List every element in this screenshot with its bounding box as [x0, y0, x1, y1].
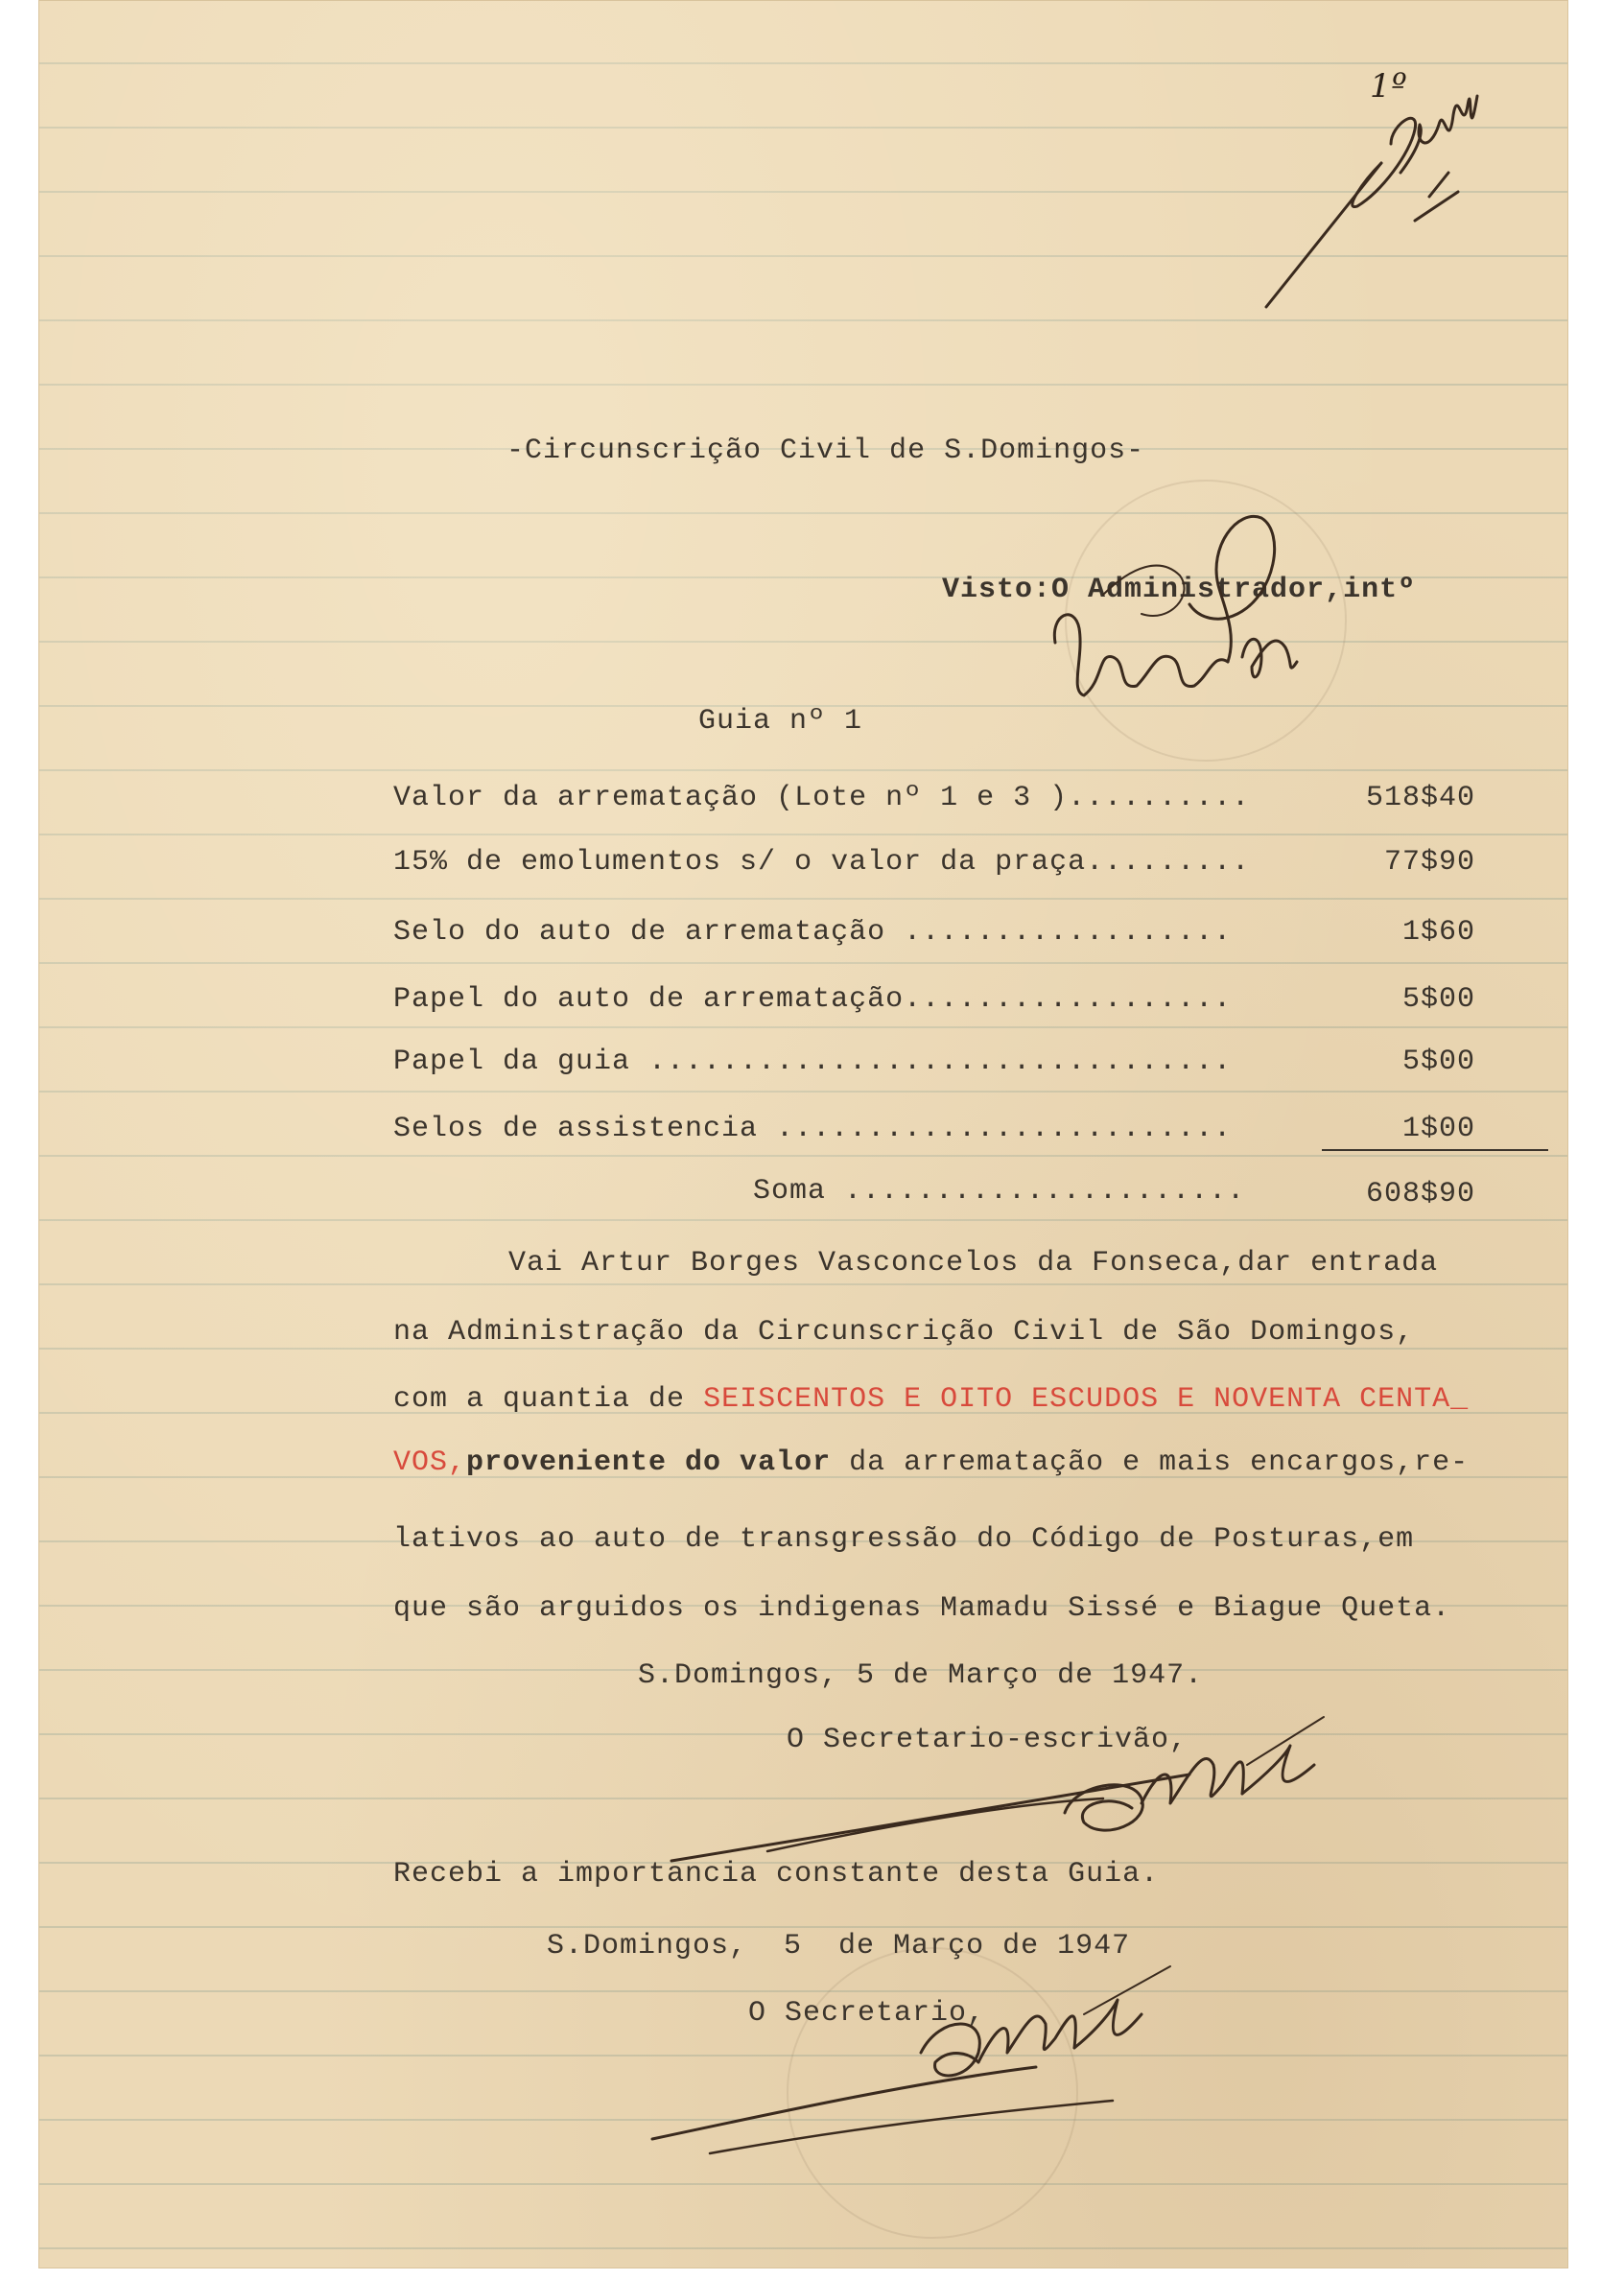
item-value-1: 518$40	[1365, 782, 1475, 814]
item-value-6: 1$00	[1401, 1113, 1475, 1145]
body-line-3-text: com a quantia de	[393, 1383, 704, 1416]
body-line-3	[393, 1383, 1469, 1416]
soma-label: Soma ......................	[753, 1175, 1246, 1208]
visto-line: Visto:O Administrador,intº	[942, 574, 1417, 606]
body-line-4-bold: proveniente do valor	[466, 1446, 832, 1479]
item-value-5: 5$00	[1401, 1046, 1475, 1078]
body-line-6: que são arguidos os indigenas Mamadu Sissé e Biague Queta.	[393, 1592, 1451, 1625]
body-line-1: Vai Artur Borges Vasconcelos da Fonseca,dar entrada	[508, 1247, 1439, 1280]
page-mark-signature	[1247, 38, 1535, 326]
body-line-2: na Administração da Circunscrição Civil de São Domingos,	[393, 1316, 1415, 1349]
body-line-5: lativos ao auto de transgressão do Código de Posturas,em	[393, 1523, 1415, 1556]
guia-title: Guia nº 1	[698, 705, 863, 738]
document-header: -Circunscrição Civil de S.Domingos-	[506, 435, 1145, 467]
item-label-1: Valor da arrematação (Lote nº 1 e 3 )..........	[393, 782, 1251, 814]
item-value-4: 5$00	[1401, 983, 1475, 1016]
body-line-4	[393, 1446, 1469, 1479]
secretario-escrivao-label: O Secretario-escrivão,	[787, 1724, 1189, 1756]
page-number-mark: 1º	[1370, 67, 1408, 106]
document-page	[38, 0, 1568, 2268]
body-line-4-text: da arrematação e mais encargos,re-	[831, 1446, 1470, 1479]
secretario-escrivao-signature	[652, 1707, 1400, 1870]
item-label-4: Papel do auto de arrematação..................	[393, 983, 1233, 1016]
amount-in-words-2: VOS,	[393, 1446, 467, 1479]
item-label-3: Selo do auto de arrematação ..................	[393, 916, 1233, 949]
item-value-3: 1$60	[1401, 916, 1475, 949]
receipt-statement: Recebi a importancia constante desta Guia.	[393, 1858, 1160, 1891]
secretario-signature	[633, 1957, 1247, 2168]
item-label-2: 15% de emolumentos s/ o valor da praça.........	[393, 846, 1251, 879]
administrator-signature	[1046, 489, 1362, 739]
amount-in-words-1: SEISCENTOS E OITO ESCUDOS E NOVENTA CENTA_	[703, 1383, 1470, 1416]
item-label-5: Papel da guia ................................	[393, 1046, 1233, 1078]
item-label-6: Selos de assistencia .........................	[393, 1113, 1233, 1145]
sum-rule	[1322, 1149, 1548, 1151]
date-line-1: S.Domingos, 5 de Março de 1947.	[638, 1659, 1204, 1692]
date-line-2: S.Domingos, 5 de Março de 1947	[547, 1930, 1131, 1963]
soma-value: 608$90	[1365, 1178, 1475, 1211]
secretario-label: O Secretario,	[748, 1997, 986, 2030]
item-value-2: 77$90	[1383, 846, 1475, 879]
